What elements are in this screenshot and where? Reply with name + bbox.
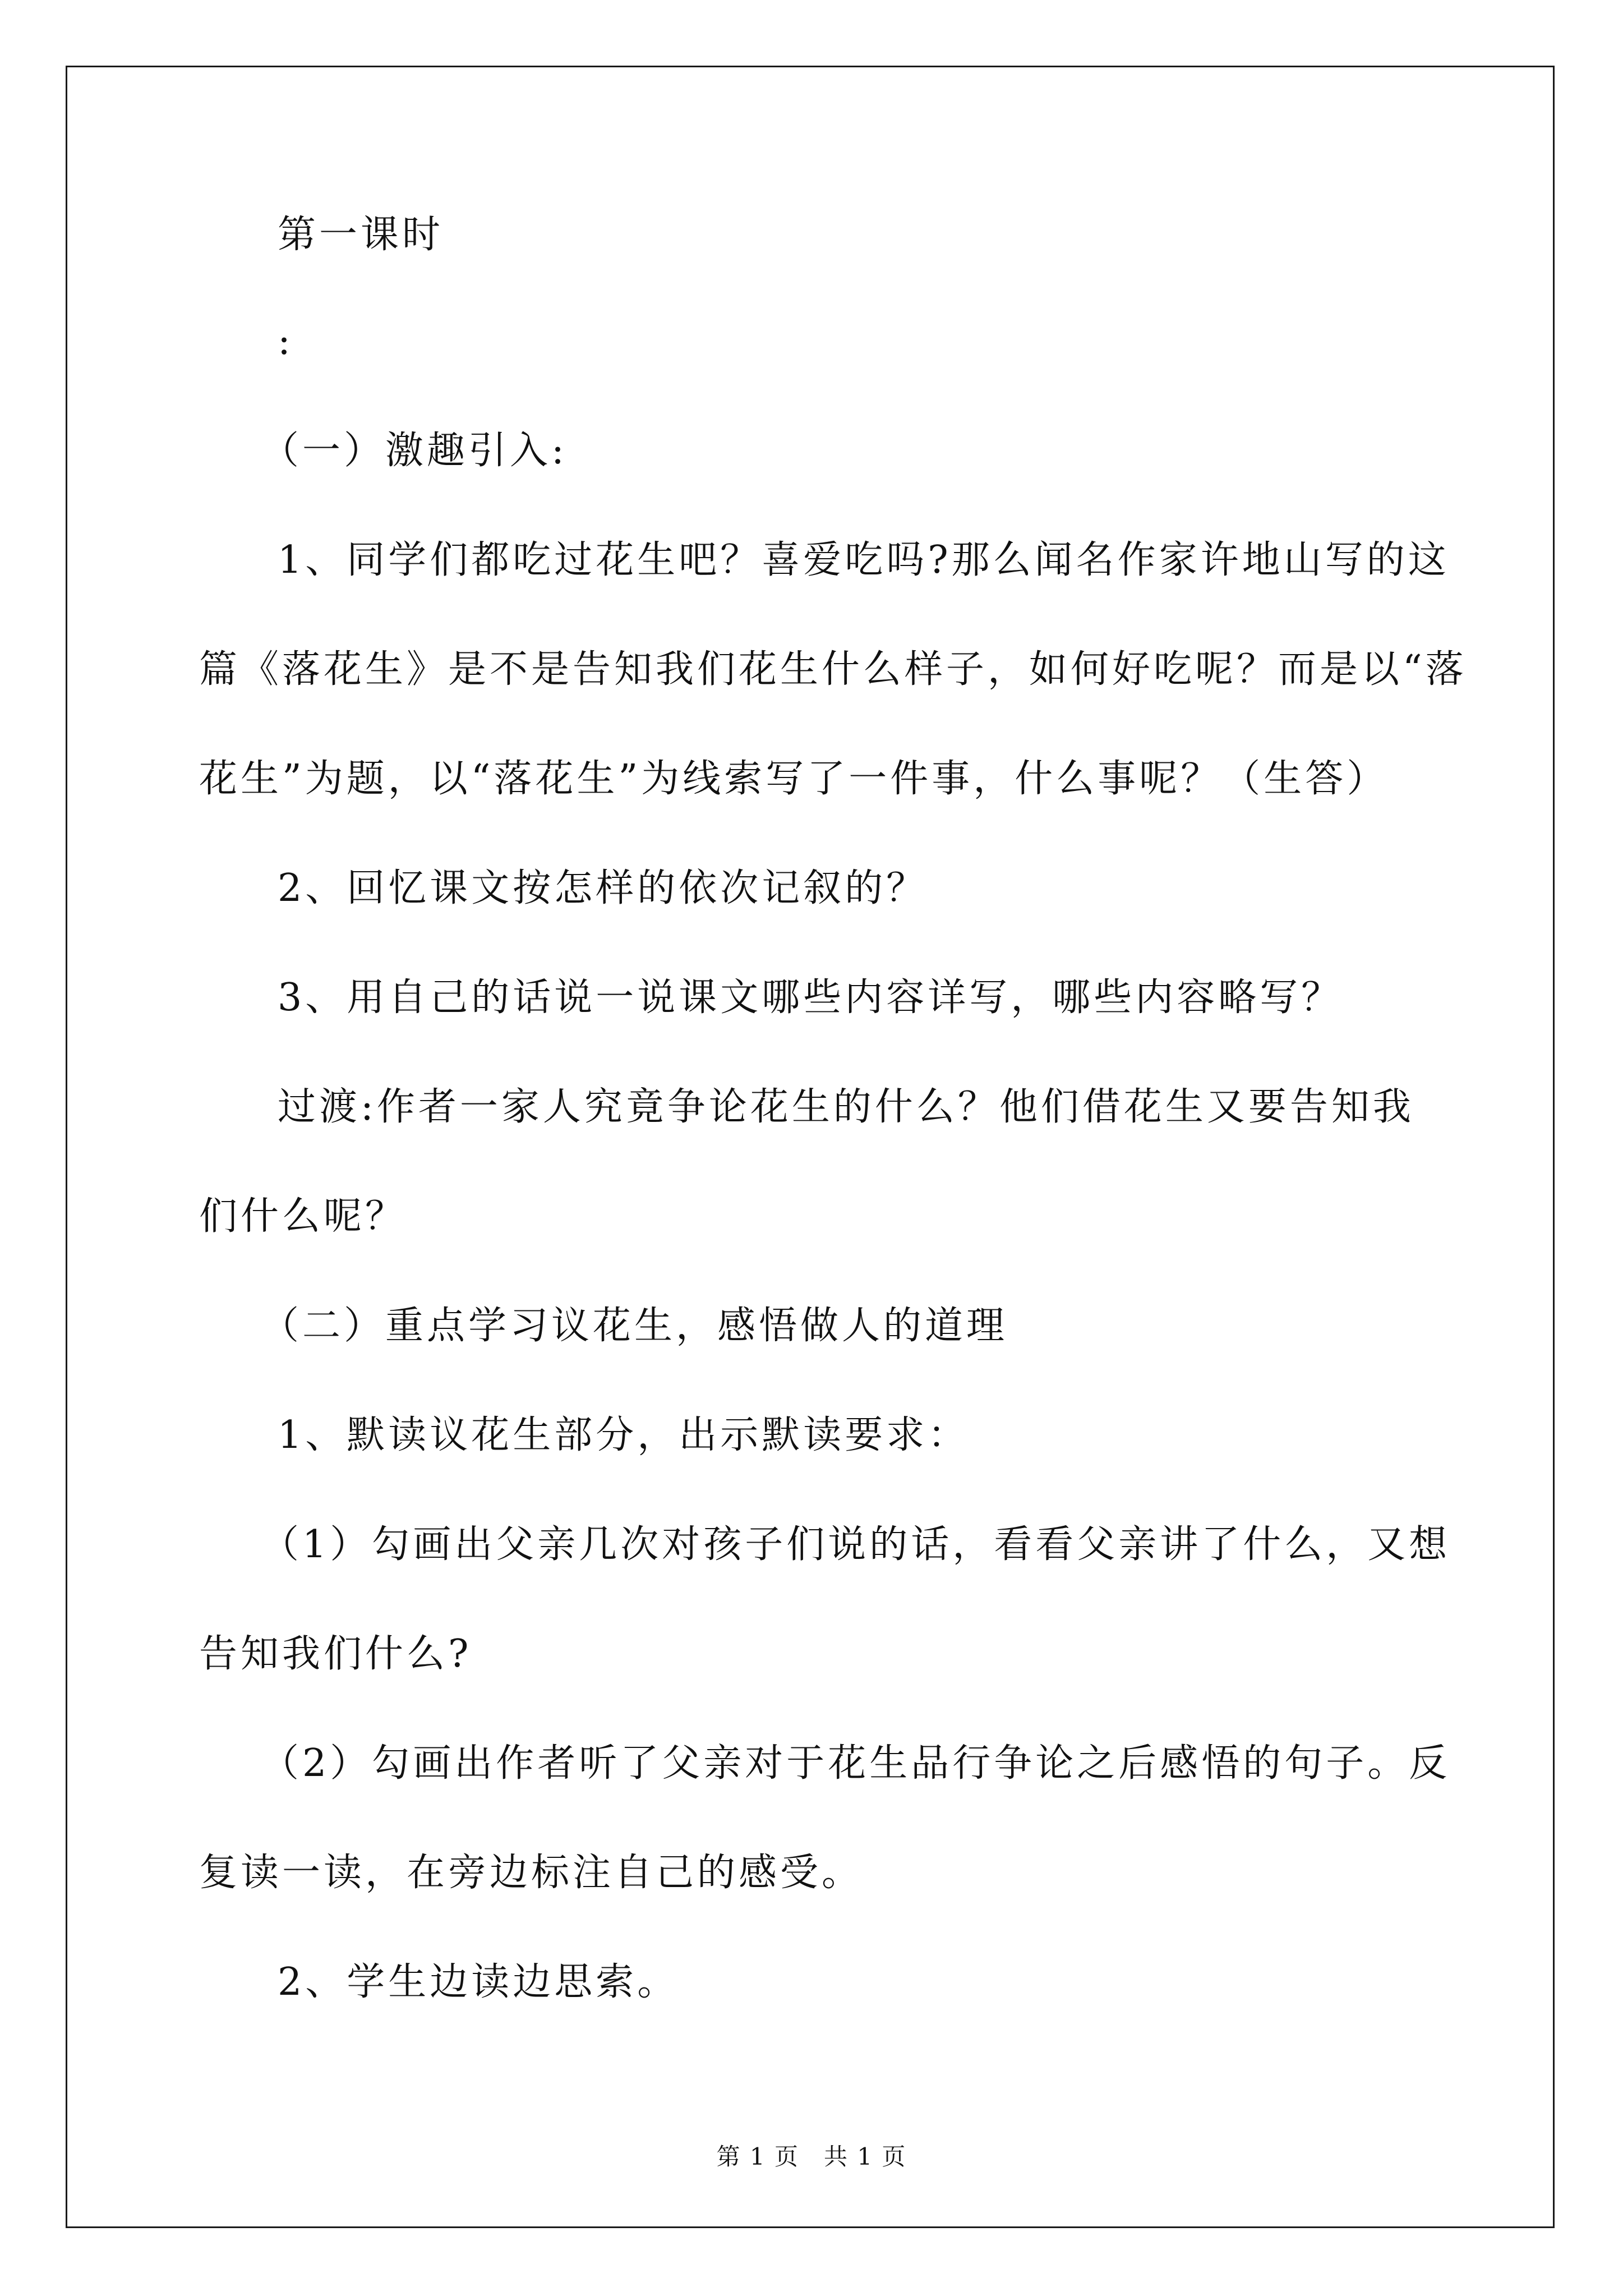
paragraph-line: 2、回忆课文按怎样的依次记叙的？	[278, 866, 928, 910]
paragraph-line: 花生”为题，以“落花生”为线索写了一件事，什么事呢？（生答）	[199, 757, 1389, 801]
paragraph-line: 2、学生边读边思索。	[278, 1960, 679, 2004]
paragraph-line: 1、默读议花生部分，出示默读要求：	[278, 1413, 970, 1457]
section-heading-1: （一）激趣引入:	[261, 429, 568, 473]
paragraph-line: 3、用自己的话说一说课文哪些内容详写，哪些内容略写？	[278, 976, 1343, 1020]
paragraph-colon: :	[278, 319, 294, 364]
paragraph-line: 复读一读，在旁边标注自己的感受。	[199, 1851, 864, 1895]
paragraph-line: 1、同学们都吃过花生吧？喜爱吃吗?那么闻名作家许地山写的这	[278, 538, 1450, 582]
paragraph-line: 们什么呢？	[199, 1194, 407, 1239]
page-border	[66, 66, 1555, 2228]
paragraph-line: （2）勾画出作者听了父亲对于花生品行争论之后感悟的句子。反	[261, 1741, 1451, 1786]
paragraph-line: 过渡:作者一家人究竟争论花生的什么？他们借花生又要告知我	[278, 1085, 1414, 1129]
section-heading-2: （二）重点学习议花生，感悟做人的道理	[261, 1304, 1008, 1348]
paragraph-line: （1）勾画出父亲几次对孩子们说的话，看看父亲讲了什么，又想	[261, 1522, 1451, 1567]
page-number-footer: 第 1 页 共 1 页	[716, 2143, 907, 2170]
lesson-heading: 第一课时	[278, 213, 444, 257]
paragraph-line: 告知我们什么?	[199, 1632, 472, 1676]
paragraph-line: 篇《落花生》是不是告知我们花生什么样子，如何好吃呢？而是以“落	[199, 647, 1467, 692]
